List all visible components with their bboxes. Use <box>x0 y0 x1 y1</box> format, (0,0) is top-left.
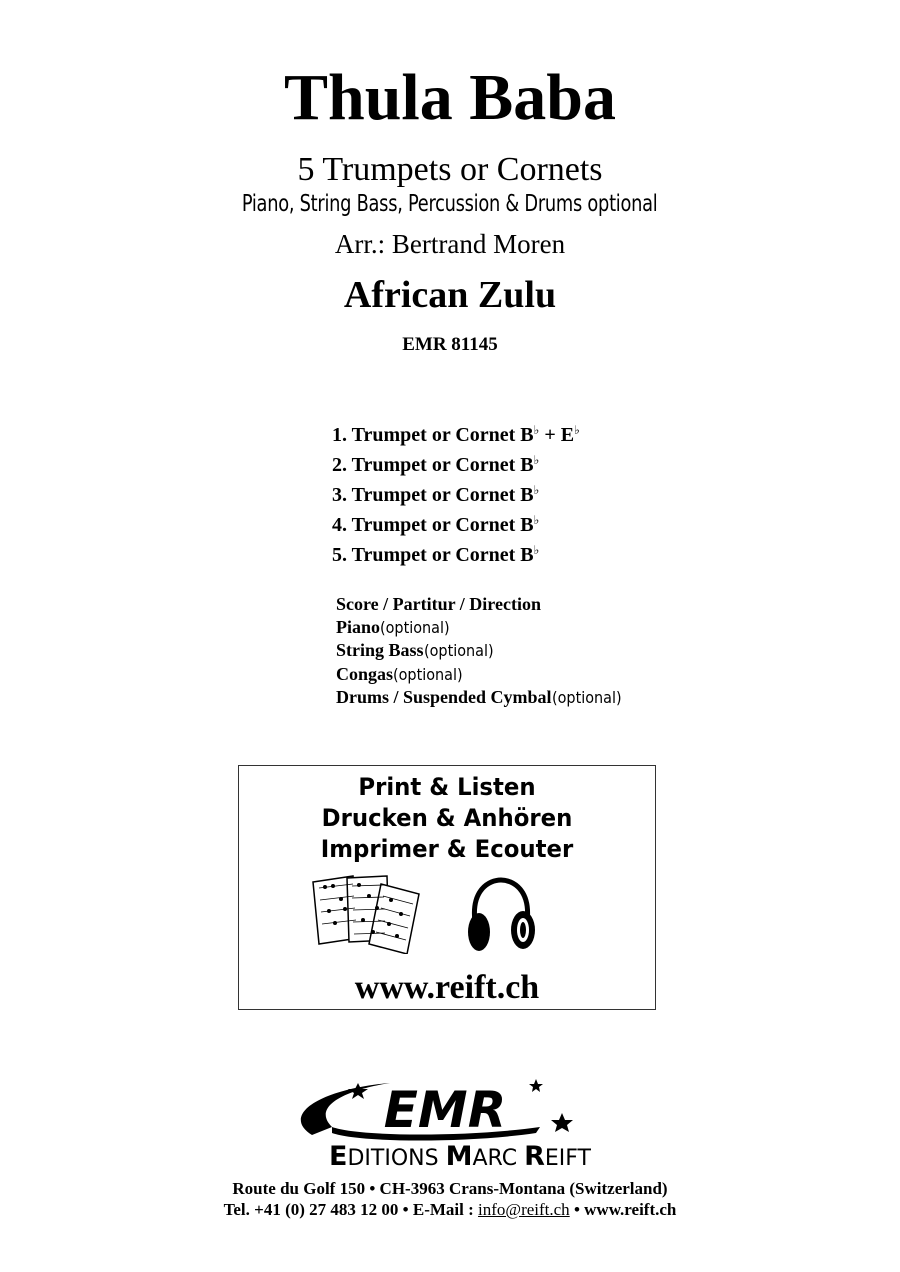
publisher-contact: Tel. +41 (0) 27 483 12 00 • E-Mail : info@reift.ch • www.reift.ch <box>223 1200 677 1219</box>
extra-item: String Bass(optional) <box>336 640 494 660</box>
emr-logo <box>240 1075 680 1170</box>
print-listen-url[interactable]: www.reift.ch <box>354 969 540 1006</box>
part-item: 5. Trumpet or Cornet B♭ <box>332 543 540 566</box>
publisher-name: EDITIONS MARC REIFT <box>329 1141 591 1170</box>
part-item: 4. Trumpet or Cornet B♭ <box>332 513 540 536</box>
print-listen-en: Print & Listen <box>358 773 536 801</box>
parts-list <box>332 415 580 565</box>
publisher-address: Route du Golf 150 • CH-3963 Crans-Montana (Switzerland) <box>232 1179 668 1198</box>
extras-list <box>336 593 629 710</box>
extra-item: Score / Partitur / Direction <box>336 594 541 614</box>
email-link[interactable]: info@reift.ch <box>478 1200 570 1219</box>
part-item: 2. Trumpet or Cornet B♭ <box>332 453 540 476</box>
part-item: 1. Trumpet or Cornet B♭ + E♭ <box>332 423 580 446</box>
catalog-number: EMR 81145 <box>402 334 498 355</box>
style-heading: African Zulu <box>343 274 557 316</box>
extra-item: Congas(optional) <box>336 663 463 684</box>
extra-item: Piano(optional) <box>336 616 450 637</box>
part-item: 3. Trumpet or Cornet B♭ <box>332 483 540 506</box>
instrumentation-note: Piano, String Bass, Percussion & Drums optional <box>242 191 658 217</box>
print-listen-fr: Imprimer & Ecouter <box>320 835 574 863</box>
print-listen-de: Drucken & Anhören <box>321 804 573 832</box>
arranger: Arr.: Bertrand Moren <box>334 229 566 259</box>
logo-mark-text: EMR <box>383 1081 507 1139</box>
extra-item: Drums / Suspended Cymbal(optional) <box>336 687 622 707</box>
website-link[interactable]: • www.reift.ch <box>569 1200 677 1219</box>
headphones-icon <box>465 876 537 954</box>
page-title: Thula Baba <box>284 61 616 134</box>
subtitle: 5 Trumpets or Cornets <box>297 151 603 188</box>
print-listen-box <box>238 765 656 1010</box>
sheet-music-icon <box>311 874 423 954</box>
